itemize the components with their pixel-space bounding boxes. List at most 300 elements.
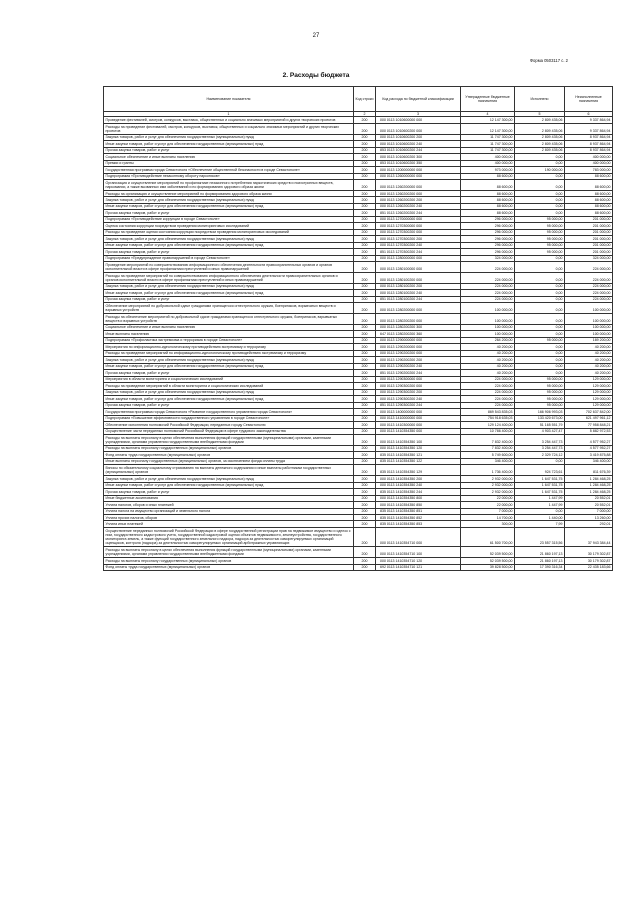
cell-executed: 0,00 xyxy=(515,210,565,216)
cell-executed: 190 000,00 xyxy=(515,167,565,173)
cell-code: 200 xyxy=(354,197,376,203)
cell-remaining: 169 200,00 xyxy=(565,337,613,343)
cell-kbk: 835 0113 1410354350 122 xyxy=(376,458,461,464)
cell-executed: 0,00 xyxy=(515,314,565,325)
cell-code: 200 xyxy=(354,435,376,446)
cell-approved: 296 000,00 xyxy=(461,216,515,222)
cell-code: 200 xyxy=(354,147,376,153)
cell-remaining: 129 000,00 xyxy=(565,402,613,408)
cell-remaining: 88 600,00 xyxy=(565,197,613,203)
cell-name: Прочая закупка товаров, работ и услуг xyxy=(104,370,354,376)
cell-approved: 324 000,00 xyxy=(461,255,515,261)
cell-executed: 2 329 724,12 xyxy=(515,452,565,458)
cell-executed: 95 000,00 xyxy=(515,337,565,343)
cell-remaining: 400 000,00 xyxy=(565,160,613,166)
cell-approved: 14 700,00 xyxy=(461,514,515,520)
cell-approved: 7 832 400,00 xyxy=(461,435,515,446)
cell-remaining: 7 000,00 xyxy=(565,508,613,514)
cell-name: Иные закупки товаров, работ и услуг для обеспечения государственных (муниципальных) нужд xyxy=(104,203,354,209)
column-number: 3 xyxy=(376,112,461,117)
cell-code: 200 xyxy=(354,154,376,160)
cell-name: Уплата прочих налогов, сборов xyxy=(104,514,354,520)
cell-name: Уплата иных платежей xyxy=(104,521,354,527)
cell-approved: 224 000,00 xyxy=(461,389,515,395)
cell-code: 200 xyxy=(354,383,376,389)
cell-kbk: 000 0113 1270300200 200 xyxy=(376,236,461,242)
cell-approved: 61 500 700,00 xyxy=(461,527,515,546)
header-remaining: Неисполненные назначения xyxy=(565,87,613,112)
cell-code: 200 xyxy=(354,409,376,415)
cell-code: 200 xyxy=(354,134,376,140)
cell-remaining: 224 000,00 xyxy=(565,262,613,273)
cell-name: Иные закупки товаров, работ и услуг для обеспечения государственных (муниципальных) нужд xyxy=(104,290,354,296)
cell-executed: 924 723,61 xyxy=(515,465,565,476)
cell-kbk: 000 0113 1260200200 200 xyxy=(376,197,461,203)
cell-approved: 12 147 300,00 xyxy=(461,123,515,134)
cell-name: Закупка товаров, работ и услуг для обеспечения государственных (муниципальных) нужд xyxy=(104,236,354,242)
cell-executed: 0,00 xyxy=(515,344,565,350)
cell-name: Иные закупки товаров, работ и услуг для обеспечения государственных (муниципальных) нужд xyxy=(104,141,354,147)
cell-code: 200 xyxy=(354,283,376,289)
cell-name: Подпрограмма «Профилактика экстремизма и терроризма в городе Севастополе» xyxy=(104,337,354,343)
cell-code: 200 xyxy=(354,314,376,325)
cell-name: Расходы на организацию и осуществление мероприятий по формированию здорового образа жизни xyxy=(104,190,354,196)
cell-code: 200 xyxy=(354,210,376,216)
cell-kbk: 000 0113 1290200000 000 xyxy=(376,344,461,350)
cell-executed: 0,00 xyxy=(515,197,565,203)
cell-code: 200 xyxy=(354,255,376,261)
cell-remaining: 100 000,00 xyxy=(565,303,613,314)
cell-executed: 1 647 531,75 xyxy=(515,476,565,482)
cell-kbk: 000 0113 1280100200 200 xyxy=(376,283,461,289)
cell-code: 200 xyxy=(354,495,376,501)
cell-approved: 39 828 500,00 xyxy=(461,564,515,570)
cell-name: Осуществление части переданных полномочий Российской Федерации в сфере трудового законодательства xyxy=(104,428,354,434)
cell-kbk: 000 0113 1290000000 000 xyxy=(376,337,461,343)
cell-executed: 95 000,00 xyxy=(515,396,565,402)
cell-approved: 224 000,00 xyxy=(461,296,515,302)
cell-kbk: 851 0113 1290300200 244 xyxy=(376,402,461,408)
cell-name: Подпрограмма «Противодействие незаконному обороту наркотиков» xyxy=(104,173,354,179)
cell-executed: 7,99 xyxy=(515,521,565,527)
cell-code: 200 xyxy=(354,167,376,173)
cell-name: Прочая закупка товаров, работ и услуг xyxy=(104,489,354,495)
cell-kbk: 000 0113 1290200200 000 xyxy=(376,350,461,356)
cell-kbk: 000 0113 1410354710 100 xyxy=(376,547,461,558)
cell-executed: 1 447,99 xyxy=(515,502,565,508)
cell-approved: 346 400,00 xyxy=(461,458,515,464)
cell-kbk: 000 0113 1410354350 100 xyxy=(376,435,461,446)
cell-name: Иные бюджетные ассигнования xyxy=(104,495,354,501)
header-kbk: Код расхода по бюджетной классификации xyxy=(376,87,461,112)
cell-kbk: 000 0113 1260200200 000 xyxy=(376,190,461,196)
cell-kbk: 000 0113 1290200200 240 xyxy=(376,363,461,369)
cell-approved: 869 543 835,03 xyxy=(461,409,515,415)
cell-approved: 264 200,00 xyxy=(461,337,515,343)
cell-kbk: 000 0113 1410300000 000 xyxy=(376,422,461,428)
cell-executed: 0,00 xyxy=(515,160,565,166)
cell-approved: 88 600,00 xyxy=(461,203,515,209)
cell-code: 200 xyxy=(354,363,376,369)
cell-code: 200 xyxy=(354,160,376,166)
table-header xyxy=(104,87,613,117)
cell-name: Иные закупки товаров, работ и услуг для обеспечения государственных (муниципальных) нужд xyxy=(104,396,354,402)
cell-code: 200 xyxy=(354,465,376,476)
table-row xyxy=(104,123,613,134)
cell-remaining: 224 000,00 xyxy=(565,290,613,296)
cell-name: Государственная программа города Севастополя «Обеспечение общественной безопасности в городе Севастополе» xyxy=(104,167,354,173)
cell-remaining: 40 200,00 xyxy=(565,370,613,376)
cell-name: Расходы на выплаты персоналу в целях обеспечения выполнения функций государственными (муниципальными) органами, казенными учреждениями, органами управления государственными внебюджетными фондами xyxy=(104,547,354,558)
cell-remaining: 201 000,00 xyxy=(565,216,613,222)
cell-kbk: 000 0113 1010600200 200 xyxy=(376,134,461,140)
cell-approved: 11 747 300,00 xyxy=(461,141,515,147)
cell-code: 200 xyxy=(354,296,376,302)
cell-executed: 3 254 447,73 xyxy=(515,445,565,451)
cell-remaining: 88 600,00 xyxy=(565,180,613,191)
cell-executed: 0,00 xyxy=(515,350,565,356)
cell-executed: 4 903 427,47 xyxy=(515,428,565,434)
cell-name: Прочая закупка товаров, работ и услуг xyxy=(104,147,354,153)
cell-remaining: 224 000,00 xyxy=(565,296,613,302)
cell-kbk: 000 0113 1010600200 300 xyxy=(376,154,461,160)
cell-kbk: 000 0113 1260000000 000 xyxy=(376,173,461,179)
cell-approved: 52 039 500,00 xyxy=(461,547,515,558)
cell-approved: 40 200,00 xyxy=(461,350,515,356)
cell-code: 200 xyxy=(354,482,376,488)
cell-name: Расходы на выплаты персоналу государственных (муниципальных) органов xyxy=(104,445,354,451)
cell-remaining: 20 552,01 xyxy=(565,495,613,501)
cell-kbk: 000 0113 1280100000 000 xyxy=(376,262,461,273)
cell-remaining: 88 600,00 xyxy=(565,210,613,216)
cell-kbk: 000 0113 1410354710 000 xyxy=(376,527,461,546)
cell-name: Фонд оплаты труда государственных (муниципальных) органов xyxy=(104,564,354,570)
cell-kbk: 000 0113 1280200000 000 xyxy=(376,303,461,314)
cell-kbk: 692 0113 1410354710 121 xyxy=(376,564,461,570)
cell-name: Закупка товаров, работ и услуг для обеспечения государственных (муниципальных) нужд xyxy=(104,197,354,203)
cell-remaining: 783 000,00 xyxy=(565,167,613,173)
cell-name: Подпрограмма «Повышение эффективности государственного управления в городе Севастополе» xyxy=(104,415,354,421)
table-row xyxy=(104,465,613,476)
cell-code: 200 xyxy=(354,527,376,546)
cell-code: 200 xyxy=(354,396,376,402)
cell-code: 200 xyxy=(354,445,376,451)
cell-remaining: 40 200,00 xyxy=(565,363,613,369)
cell-kbk: 000 0113 1410354350 200 xyxy=(376,476,461,482)
cell-approved: 2 932 000,00 xyxy=(461,476,515,482)
cell-approved: 296 000,00 xyxy=(461,249,515,255)
cell-name: Государственная программа города Севастополя «Развитие государственного управления города Севастополя» xyxy=(104,409,354,415)
cell-approved: 100 000,00 xyxy=(461,331,515,337)
cell-kbk: 853 0113 1010600200 244 xyxy=(376,147,461,153)
table-body xyxy=(104,117,613,571)
cell-approved: 224 000,00 xyxy=(461,376,515,382)
column-number: 2 xyxy=(354,112,376,117)
cell-kbk: 000 0113 1410354350 000 xyxy=(376,428,461,434)
cell-executed: 0,00 xyxy=(515,331,565,337)
cell-executed: 0,00 xyxy=(515,180,565,191)
cell-executed: 0,00 xyxy=(515,303,565,314)
cell-remaining: 129 000,00 xyxy=(565,389,613,395)
cell-name: Расходы на проведение мероприятий по совершенствованию информационного обеспечения деятельности правоохранительных органов и органов исполнительной власти в сфере профилактики преступлений и иных правонарушений xyxy=(104,273,354,284)
cell-kbk: 000 0113 1270000000 000 xyxy=(376,216,461,222)
cell-approved: 12 147 300,00 xyxy=(461,117,515,123)
cell-approved: 2 932 000,00 xyxy=(461,489,515,495)
cell-remaining: 224 000,00 xyxy=(565,283,613,289)
cell-remaining: 201 000,00 xyxy=(565,249,613,255)
expenses-table xyxy=(103,86,613,571)
cell-executed: 3 254 447,73 xyxy=(515,435,565,446)
cell-executed: 21 860 197,13 xyxy=(515,547,565,558)
cell-code: 200 xyxy=(354,521,376,527)
cell-name: Закупка товаров, работ и услуг для обеспечения государственных (муниципальных) нужд xyxy=(104,134,354,140)
header-code: Код строки xyxy=(354,87,376,112)
table-row xyxy=(104,564,613,570)
cell-executed: 95 000,00 xyxy=(515,242,565,248)
cell-approved: 400 000,00 xyxy=(461,154,515,160)
cell-remaining: 88 600,00 xyxy=(565,173,613,179)
cell-code: 200 xyxy=(354,502,376,508)
cell-approved: 224 000,00 xyxy=(461,383,515,389)
cell-kbk: 000 0113 1010600200 240 xyxy=(376,141,461,147)
cell-approved: 88 600,00 xyxy=(461,210,515,216)
cell-executed: 0,00 xyxy=(515,458,565,464)
cell-kbk: 000 0113 1410354350 120 xyxy=(376,445,461,451)
cell-name: Обеспечение мероприятий по добровольной сдаче гражданами хранящегося огнестрельного оружия, боеприпасов, взрывчатых веществ и взрывных устройств xyxy=(104,303,354,314)
cell-executed: 0,00 xyxy=(515,296,565,302)
column-number: 1 xyxy=(104,112,354,117)
cell-name: Прочая закупка товаров, работ и услуг xyxy=(104,249,354,255)
cell-code: 200 xyxy=(354,547,376,558)
cell-name: Проведение фестивалей, смотров, конкурсов, выставок, общественных и социально значимых мероприятий и других творческих проектов xyxy=(104,117,354,123)
cell-code: 200 xyxy=(354,458,376,464)
cell-approved: 5 749 600,00 xyxy=(461,452,515,458)
cell-code: 200 xyxy=(354,236,376,242)
cell-executed: 95 000,00 xyxy=(515,249,565,255)
cell-code: 200 xyxy=(354,331,376,337)
cell-remaining: 1 284 468,25 xyxy=(565,476,613,482)
cell-approved: 296 000,00 xyxy=(461,236,515,242)
cell-kbk: 000 0113 1280000000 000 xyxy=(376,255,461,261)
cell-code: 200 xyxy=(354,376,376,382)
cell-remaining: 30 179 302,87 xyxy=(565,558,613,564)
cell-name: Расходы на проведение мероприятий в области мониторинга и социологических исследований xyxy=(104,383,354,389)
cell-code: 200 xyxy=(354,324,376,330)
cell-executed: 2 809 435,06 xyxy=(515,134,565,140)
cell-executed: 0,00 xyxy=(515,190,565,196)
cell-code: 200 xyxy=(354,242,376,248)
table-row xyxy=(104,180,613,191)
cell-code: 200 xyxy=(354,273,376,284)
cell-approved: 224 000,00 xyxy=(461,262,515,273)
cell-name: Расходы на проведение фестивалей, смотров, конкурсов, выставок, общественных и социально значимых мероприятий и других творческих проектов xyxy=(104,123,354,134)
cell-remaining: 8 937 864,94 xyxy=(565,147,613,153)
cell-code: 200 xyxy=(354,141,376,147)
cell-name: Взносы по обязательному социальному страхованию на выплаты денежного содержания и иные выплаты работникам государственных (муниципальных) органов xyxy=(104,465,354,476)
cell-approved: 1 736 400,00 xyxy=(461,465,515,476)
cell-remaining: 40 200,00 xyxy=(565,350,613,356)
cell-executed: 95 000,00 xyxy=(515,383,565,389)
cell-remaining: 4 577 952,27 xyxy=(565,445,613,451)
cell-executed: 21 860 197,13 xyxy=(515,558,565,564)
cell-name: Закупка товаров, работ и услуг для обеспечения государственных (муниципальных) нужд xyxy=(104,389,354,395)
cell-executed: 0,00 xyxy=(515,154,565,160)
cell-name: Премии и гранты xyxy=(104,160,354,166)
cell-name: Закупка товаров, работ и услуг для обеспечения государственных (муниципальных) нужд xyxy=(104,357,354,363)
cell-remaining: 22 435 183,66 xyxy=(565,564,613,570)
cell-kbk: 000 0113 1280200200 000 xyxy=(376,314,461,325)
cell-executed: 0,00 xyxy=(515,508,565,514)
cell-remaining: 37 943 384,44 xyxy=(565,527,613,546)
cell-name: Осуществление переданных полномочий Российской Федерации в сфере государственной регистрации прав на недвижимое имущество и сделок с ним, государственного кадастрового учета, государственной кадастровой оценки объектов недвижимости, землеустройства, государственного мониторинга земель, а также функций государственного земельного надзора, надзора за деятельностью саморегулируемых организаций оценщиков, контроля (надзора) за деятельностью саморегулируемых организаций арбитражных управляющих xyxy=(104,527,354,546)
cell-name: Проведение мероприятий по совершенствованию информационного обеспечения деятельности правоохранительных органов и органов исполнительной власти в сфере профилактики преступлений и иных правонарушений xyxy=(104,262,354,273)
cell-code: 200 xyxy=(354,350,376,356)
cell-name: Прочая закупка товаров, работ и услуг xyxy=(104,402,354,408)
cell-approved: 40 200,00 xyxy=(461,363,515,369)
cell-remaining: 1 284 468,25 xyxy=(565,482,613,488)
cell-remaining: 5 882 972,53 xyxy=(565,428,613,434)
cell-kbk: 000 0113 1280100200 240 xyxy=(376,290,461,296)
cell-name: Расходы на проведение оценки состояния коррупции посредством проведения мониторинговых исследований xyxy=(104,229,354,235)
cell-remaining: 8 937 864,94 xyxy=(565,141,613,147)
cell-executed: 2 809 435,06 xyxy=(515,117,565,123)
cell-kbk: 000 0113 1270300000 000 xyxy=(376,223,461,229)
cell-approved: 100 000,00 xyxy=(461,303,515,314)
cell-executed: 166 906 993,03 xyxy=(515,409,565,415)
column-number: 4 xyxy=(461,112,515,117)
cell-code: 200 xyxy=(354,190,376,196)
cell-remaining: 621 497 961,12 xyxy=(565,415,613,421)
table-row xyxy=(104,262,613,273)
cell-name: Иные закупки товаров, работ и услуг для обеспечения государственных (муниципальных) нужд xyxy=(104,363,354,369)
cell-executed: 2 809 435,06 xyxy=(515,147,565,153)
cell-kbk: 835 0113 1410354350 853 xyxy=(376,521,461,527)
cell-executed: 0,00 xyxy=(515,363,565,369)
cell-name: Расходы на обеспечение мероприятий по добровольной сдаче гражданами хранящегося огнестрельного оружия, боеприпасов, взрывчатых веществ и взрывных устройств xyxy=(104,314,354,325)
cell-approved: 40 200,00 xyxy=(461,357,515,363)
cell-code: 200 xyxy=(354,428,376,434)
cell-name: Расходы на выплаты персоналу государственных (муниципальных) органов xyxy=(104,558,354,564)
cell-executed: 23 557 315,56 xyxy=(515,527,565,546)
cell-code: 200 xyxy=(354,452,376,458)
header-executed: Исполнено xyxy=(515,87,565,112)
cell-approved: 129 124 400,00 xyxy=(461,422,515,428)
cell-remaining: 8 937 864,94 xyxy=(565,134,613,140)
expenses-table-wrapper xyxy=(103,86,612,571)
cell-remaining: 129 000,00 xyxy=(565,383,613,389)
cell-kbk: 000 0113 1260200200 240 xyxy=(376,203,461,209)
cell-remaining: 129 000,00 xyxy=(565,376,613,382)
cell-approved: 754 918 635,03 xyxy=(461,415,515,421)
cell-name: Уплата налога на имущество организаций и земельного налога xyxy=(104,508,354,514)
cell-name: Организация и осуществление мероприятий по профилактике незаконного потребления наркотических средств и психотропных веществ, наркомании, а также вызванных ими заболеваний и по формированию здорового образа жизни xyxy=(104,180,354,191)
cell-name: Иные выплаты населению xyxy=(104,331,354,337)
cell-approved: 100 000,00 xyxy=(461,314,515,325)
cell-kbk: 000 0113 1280100200 000 xyxy=(376,273,461,284)
page-number: 27 xyxy=(312,33,320,39)
cell-code: 200 xyxy=(354,357,376,363)
cell-name: Расходы на проведение мероприятий по информационно-идеологическому противодействию экстремизму и терроризму xyxy=(104,350,354,356)
cell-executed: 2 809 435,06 xyxy=(515,141,565,147)
cell-name: Прочая закупка товаров, работ и услуг xyxy=(104,210,354,216)
cell-remaining: 100 000,00 xyxy=(565,324,613,330)
cell-executed: 1 440,00 xyxy=(515,514,565,520)
cell-kbk: 835 0113 1410354350 244 xyxy=(376,489,461,495)
cell-code: 200 xyxy=(354,180,376,191)
column-number: 5 xyxy=(515,112,565,117)
cell-remaining: 20 552,01 xyxy=(565,502,613,508)
cell-approved: 88 600,00 xyxy=(461,173,515,179)
cell-kbk: 647 0113 1280200200 360 xyxy=(376,331,461,337)
cell-name: Закупка товаров, работ и услуг для обеспечения государственных (муниципальных) нужд xyxy=(104,283,354,289)
cell-code: 200 xyxy=(354,223,376,229)
cell-executed: 0,00 xyxy=(515,283,565,289)
cell-code: 200 xyxy=(354,402,376,408)
cell-name: Социальное обеспечение и иные выплаты населению xyxy=(104,154,354,160)
cell-executed: 1 447,99 xyxy=(515,495,565,501)
cell-code: 200 xyxy=(354,370,376,376)
cell-code: 200 xyxy=(354,216,376,222)
cell-approved: 88 600,00 xyxy=(461,180,515,191)
cell-remaining: 292,01 xyxy=(565,521,613,527)
cell-executed: 133 420 673,00 xyxy=(515,415,565,421)
header-approved: Утвержденные бюджетные назначения xyxy=(461,87,515,112)
table-row xyxy=(104,435,613,446)
cell-kbk: 835 0113 1410354350 129 xyxy=(376,465,461,476)
form-label: Форма 0503117 с. 2 xyxy=(529,58,568,63)
cell-kbk: 000 0113 1290300000 000 xyxy=(376,376,461,382)
cell-executed: 51 165 551,79 xyxy=(515,422,565,428)
cell-kbk: 000 0113 1270300200 000 xyxy=(376,229,461,235)
cell-code: 200 xyxy=(354,123,376,134)
cell-kbk: 000 0113 1270300200 240 xyxy=(376,242,461,248)
cell-executed: 2 809 435,06 xyxy=(515,123,565,134)
cell-approved: 300,00 xyxy=(461,521,515,527)
cell-kbk: 000 0113 1010600200 000 xyxy=(376,123,461,134)
cell-name: Социальное обеспечение и иные выплаты населению xyxy=(104,324,354,330)
cell-approved: 52 039 500,00 xyxy=(461,558,515,564)
cell-executed: 0,00 xyxy=(515,262,565,273)
cell-remaining: 129 000,00 xyxy=(565,396,613,402)
cell-remaining: 1 284 468,25 xyxy=(565,489,613,495)
cell-executed: 95 000,00 xyxy=(515,229,565,235)
cell-kbk: 000 0113 1400000000 000 xyxy=(376,409,461,415)
cell-remaining: 88 600,00 xyxy=(565,190,613,196)
cell-executed: 1 647 531,75 xyxy=(515,489,565,495)
cell-name: Обеспечение исполнения полномочий Российской Федерации, переданных городу Севастополю xyxy=(104,422,354,428)
cell-remaining: 324 000,00 xyxy=(565,255,613,261)
cell-approved: 224 000,00 xyxy=(461,283,515,289)
cell-remaining: 9 337 864,94 xyxy=(565,117,613,123)
cell-kbk: 835 0113 1410354350 851 xyxy=(376,508,461,514)
cell-approved: 400 000,00 xyxy=(461,160,515,166)
cell-remaining: 346 400,00 xyxy=(565,458,613,464)
cell-name: Иные закупки товаров, работ и услуг для обеспечения государственных (муниципальных) нужд xyxy=(104,482,354,488)
cell-remaining: 811 676,39 xyxy=(565,465,613,476)
cell-name: Прочая закупка товаров, работ и услуг xyxy=(104,296,354,302)
cell-name: Иные закупки товаров, работ и услуг для обеспечения государственных (муниципальных) нужд xyxy=(104,242,354,248)
cell-remaining: 3 419 875,88 xyxy=(565,452,613,458)
cell-remaining: 400 000,00 xyxy=(565,154,613,160)
cell-kbk: 835 0113 1410354350 121 xyxy=(376,452,461,458)
cell-remaining: 702 637 842,00 xyxy=(565,409,613,415)
cell-remaining: 100 000,00 xyxy=(565,314,613,325)
cell-approved: 40 200,00 xyxy=(461,344,515,350)
cell-code: 200 xyxy=(354,117,376,123)
cell-code: 200 xyxy=(354,229,376,235)
column-number: 6 xyxy=(565,112,613,117)
cell-kbk: 851 0113 1270300200 244 xyxy=(376,249,461,255)
